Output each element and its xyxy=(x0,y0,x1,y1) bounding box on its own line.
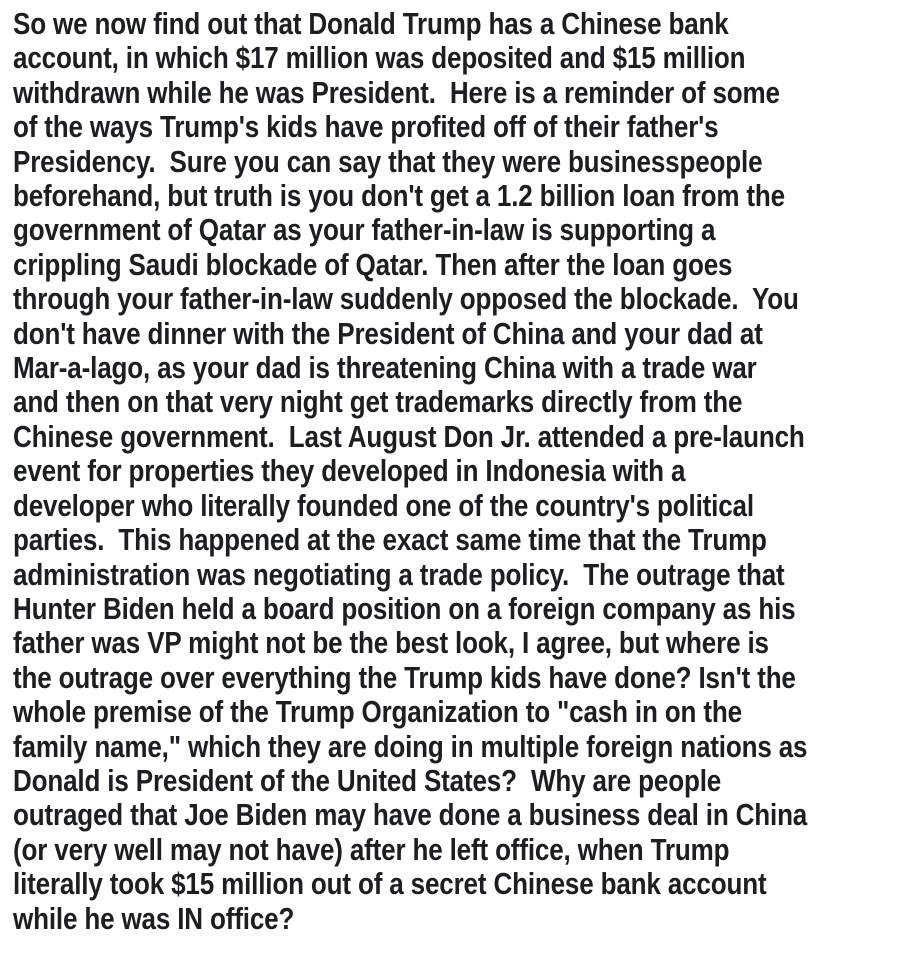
text-line: parties. This happened at the exact same time that the Trump xyxy=(13,522,767,558)
text-line: Presidency. Sure you can say that they were businesspeople xyxy=(13,143,763,179)
post-text xyxy=(13,7,898,936)
text-line: family name," which they are doing in multiple foreign nations as xyxy=(13,728,808,764)
text-line: while he was IN office? xyxy=(13,900,295,936)
text-line: Hunter Biden held a board position on a foreign company as his xyxy=(13,590,796,626)
text-line: the outrage over everything the Trump kids have done? Isn't the xyxy=(13,659,796,695)
text-line: Mar-a-lago, as your dad is threatening China with a trade war xyxy=(13,350,757,386)
text-line: literally took $15 million out of a secret Chinese bank account xyxy=(13,866,767,902)
text-line: of the ways Trump's kids have profited off of their father's xyxy=(13,109,719,145)
text-line: administration was negotiating a trade policy. The outrage that xyxy=(13,556,785,592)
text-line: crippling Saudi blockade of Qatar. Then after the loan goes xyxy=(13,246,733,282)
text-line: and then on that very night get trademarks directly from the xyxy=(13,384,743,420)
text-line: So we now find out that Donald Trump has a Chinese bank xyxy=(13,6,729,41)
text-line: government of Qatar as your father-in-law is supporting a xyxy=(13,212,716,248)
text-line: beforehand, but truth is you don't get a 1.2 billion loan from the xyxy=(13,178,785,214)
text-line: whole premise of the Trump Organization to "cash in on the xyxy=(13,694,742,730)
text-line: (or very well may not have) after he left office, when Trump xyxy=(13,831,730,867)
text-line: Donald is President of the United States? Why are people xyxy=(13,762,722,798)
text-line: father was VP might not be the best look, I agree, but where is xyxy=(13,625,769,661)
text-line: don't have dinner with the President of China and your dad at xyxy=(13,315,763,351)
text-line: developer who literally founded one of the country's political xyxy=(13,487,754,523)
text-line: account, in which $17 million was deposited and $15 million xyxy=(13,40,746,76)
text-line: event for properties they developed in Indonesia with a xyxy=(13,453,686,489)
text-line: withdrawn while he was President. Here is a reminder of some xyxy=(13,74,780,110)
text-line: through your father-in-law suddenly opposed the blockade. You xyxy=(13,281,799,317)
text-line: outraged that Joe Biden may have done a business deal in China xyxy=(13,797,808,833)
text-line: Chinese government. Last August Don Jr. attended a pre-launch xyxy=(13,418,805,454)
